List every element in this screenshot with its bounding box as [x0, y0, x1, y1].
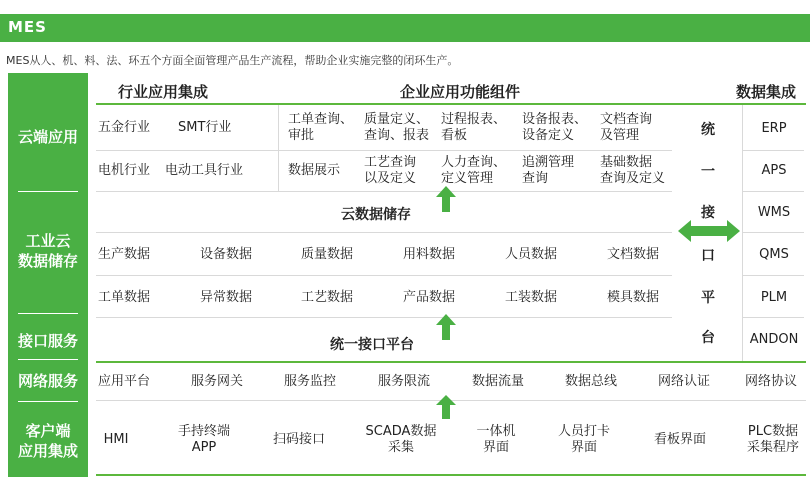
page-title: MES	[8, 18, 47, 36]
cell-service-monitor: 服务监控	[284, 374, 337, 389]
cell-hmi: HMI	[103, 432, 129, 447]
cell-all-in-one-ui: 一体机 界面	[476, 424, 516, 455]
cell-plc-collection: PLC数据 采集程序	[746, 424, 799, 455]
row-rule	[742, 232, 804, 233]
cell-data-bus: 数据总线	[565, 374, 618, 389]
layer-divider	[18, 313, 78, 314]
layer-divider	[18, 191, 78, 192]
row-rule	[742, 191, 804, 192]
cell-service-rate-limit: 服务限流	[378, 374, 431, 389]
row-rule	[96, 191, 672, 192]
cell-material-data: 用料数据	[403, 247, 456, 262]
cell-exception-data: 异常数据	[200, 290, 253, 305]
unified-char: 一	[701, 164, 715, 180]
left-layer-panel	[8, 73, 88, 477]
up-arrow-icon	[436, 314, 456, 340]
row-rule	[742, 317, 804, 318]
cell-product-data: 产品数据	[403, 290, 456, 305]
unified-char: 口	[701, 248, 715, 264]
cell-process-data: 工艺数据	[301, 290, 354, 305]
cell-data-traffic: 数据流量	[472, 374, 525, 389]
cell-handheld-app: 手持终端 APP	[177, 424, 230, 455]
row-rule	[742, 150, 804, 151]
system-erp: ERP	[761, 121, 787, 136]
layer-label-cloud-storage: 工业云 数据储存	[17, 232, 78, 270]
cell-base-data-query: 基础数据 查询及定义	[600, 155, 666, 186]
cell-power-tool-industry: 电动工具行业	[165, 163, 244, 178]
cell-app-platform: 应用平台	[98, 374, 151, 389]
cell-personnel-data: 人员数据	[505, 247, 558, 262]
section-cloud-storage: 云数据储存	[341, 207, 411, 223]
unified-char: 台	[701, 330, 715, 346]
cell-traceability: 追溯管理 查询	[522, 155, 575, 186]
system-aps: APS	[761, 163, 787, 178]
unified-char: 平	[701, 290, 715, 306]
cell-network-auth: 网络认证	[658, 374, 711, 389]
row-rule	[742, 275, 804, 276]
unified-char: 接	[701, 205, 715, 221]
system-wms: WMS	[757, 205, 791, 220]
title-bar	[0, 14, 810, 42]
cell-scada-collection: SCADA数据 采集	[365, 424, 437, 455]
row-rule	[96, 317, 672, 318]
layer-label-cloud-apps: 云端应用	[17, 128, 78, 146]
layer-label-network-service: 网络服务	[17, 372, 78, 390]
cell-production-data: 生产数据	[98, 247, 151, 262]
cell-quality-definition: 质量定义、 查询、报表	[364, 112, 430, 143]
cell-hardware-industry: 五金行业	[98, 120, 151, 135]
cell-mold-data: 模具数据	[607, 290, 660, 305]
layer-divider	[18, 359, 78, 360]
system-qms: QMS	[759, 247, 789, 262]
cell-equipment-data: 设备数据	[200, 247, 253, 262]
cell-document-query: 文档查询 及管理	[600, 112, 653, 143]
layer-label-client-integration: 客户端 应用集成	[17, 422, 78, 460]
layer-divider	[18, 401, 78, 402]
up-arrow-icon	[436, 395, 456, 419]
cell-tooling-data: 工装数据	[505, 290, 558, 305]
cell-document-data: 文档数据	[607, 247, 660, 262]
double-arrow-icon	[678, 220, 740, 242]
cell-network-protocol: 网络协议	[745, 374, 798, 389]
layer-label-interface-service: 接口服务	[17, 332, 78, 350]
system-plm: PLM	[760, 290, 788, 305]
header-rule	[96, 103, 806, 105]
cell-service-gateway: 服务网关	[191, 374, 244, 389]
column-header-industry: 行业应用集成	[118, 83, 209, 101]
cell-smt-industry: SMT行业	[178, 120, 232, 135]
up-arrow-icon	[436, 186, 456, 212]
row-rule	[96, 275, 672, 276]
cell-work-order-data: 工单数据	[98, 290, 151, 305]
cell-scan-interface: 扫码接口	[272, 432, 325, 447]
cell-work-order-query: 工单查询、 审批	[288, 112, 354, 143]
cell-attendance-ui: 人员打卡 界面	[557, 424, 610, 455]
unified-char: 统	[701, 122, 715, 138]
column-divider	[742, 105, 743, 361]
page-subtitle: MES从人、机、料、法、环五个方面全面管理产品生产流程，帮助企业实施完整的闭环生产。	[6, 54, 459, 67]
column-divider	[278, 105, 279, 191]
cell-process-query: 工艺查询 以及定义	[364, 155, 417, 186]
bottom-rule	[96, 474, 806, 476]
cell-hr-query: 人力查询、 定义管理	[441, 155, 507, 186]
row-rule	[96, 150, 672, 151]
cell-motor-industry: 电机行业	[98, 163, 151, 178]
column-header-components: 企业应用功能组件	[400, 83, 521, 101]
cell-process-report: 过程报表、 看板	[441, 112, 507, 143]
cell-equipment-report: 设备报表、 设备定义	[522, 112, 588, 143]
column-header-data-integration: 数据集成	[736, 83, 797, 101]
cell-data-display: 数据展示	[288, 163, 341, 178]
cell-kanban-ui: 看板界面	[653, 432, 706, 447]
row-rule-green	[96, 361, 806, 363]
system-andon: ANDON	[749, 332, 799, 347]
cell-quality-data: 质量数据	[301, 247, 354, 262]
section-unified-interface: 统一接口平台	[330, 337, 414, 353]
row-rule	[96, 232, 672, 233]
